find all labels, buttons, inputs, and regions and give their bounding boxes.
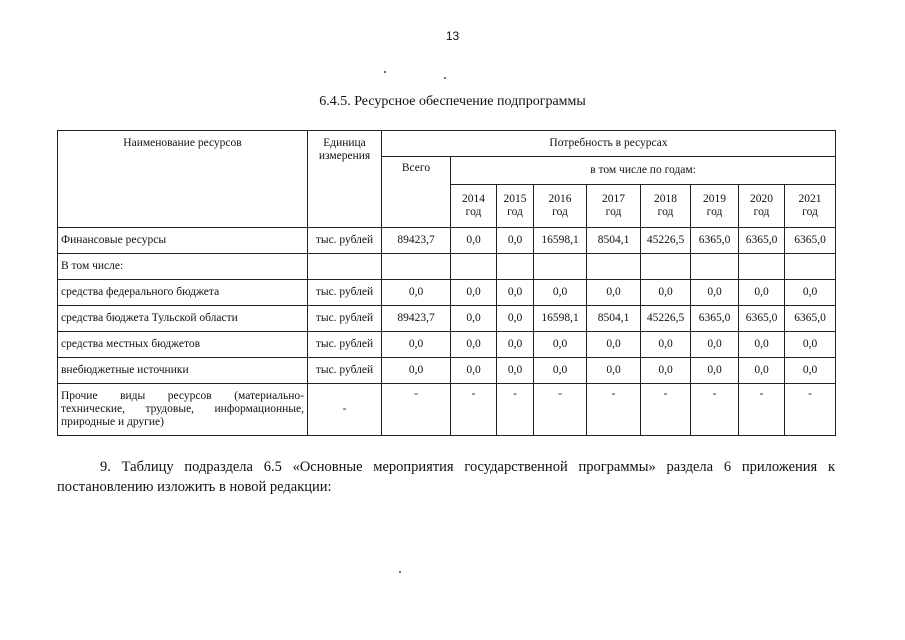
row-value-2018: 0,0: [641, 280, 691, 306]
row-total: 89423,7: [382, 306, 451, 332]
header-total: Всего: [382, 157, 451, 228]
header-year-2018: [641, 185, 691, 228]
header-year-2015: [497, 185, 534, 228]
row-value-2020: 0,0: [739, 280, 785, 306]
row-value-2020: 6365,0: [739, 228, 785, 254]
row-total: 89423,7: [382, 228, 451, 254]
page-number: 13: [445, 29, 460, 43]
year-number: 2014: [462, 192, 485, 205]
row-unit: [308, 254, 382, 280]
row-name: внебюджетные источники: [58, 358, 308, 384]
row-value-2015: 0,0: [497, 228, 534, 254]
header-need: Потребность в ресурсах: [382, 131, 836, 157]
row-value-2021: 6365,0: [785, 228, 836, 254]
row-value-2015: 0,0: [497, 306, 534, 332]
row-value-2017: 0,0: [587, 280, 641, 306]
year-number: 2020: [750, 192, 773, 205]
row-value-2014: [451, 254, 497, 280]
row-name: В том числе:: [58, 254, 308, 280]
row-value-2020: 0,0: [739, 358, 785, 384]
row-value-2019: 6365,0: [691, 306, 739, 332]
header-by-years: в том числе по годам:: [451, 157, 836, 185]
scan-speck: [384, 71, 386, 73]
table-row: [58, 358, 836, 384]
row-value-2020: [739, 254, 785, 280]
row-total: -: [382, 384, 451, 436]
row-value-2016: 16598,1: [534, 228, 587, 254]
table-row: [58, 384, 836, 436]
year-label: год: [552, 206, 568, 218]
row-value-2017: 0,0: [587, 358, 641, 384]
row-value-2014: 0,0: [451, 228, 497, 254]
row-value-2019: 6365,0: [691, 228, 739, 254]
year-label: год: [507, 206, 523, 218]
row-value-2019: [691, 254, 739, 280]
row-unit: тыс. рублей: [308, 306, 382, 332]
row-value-2014: 0,0: [451, 306, 497, 332]
row-unit: тыс. рублей: [308, 358, 382, 384]
table-row: [58, 332, 836, 358]
row-value-2017: 8504,1: [587, 306, 641, 332]
row-value-2019: 0,0: [691, 332, 739, 358]
year-number: 2017: [602, 192, 625, 205]
row-value-2015: 0,0: [497, 332, 534, 358]
row-value-2016: 16598,1: [534, 306, 587, 332]
year-number: 2021: [798, 192, 822, 205]
row-total: 0,0: [382, 358, 451, 384]
header-resource-name: Наименование ресурсов: [58, 131, 308, 228]
resource-table: [57, 130, 836, 436]
row-value-2021: 0,0: [785, 280, 836, 306]
row-value-2021: 0,0: [785, 332, 836, 358]
table-header-row: [58, 131, 836, 157]
scan-speck: [444, 77, 446, 79]
row-value-2020: -: [739, 384, 785, 436]
row-value-2019: 0,0: [691, 280, 739, 306]
year-label: год: [753, 206, 770, 218]
table-row: [58, 306, 836, 332]
row-value-2016: 0,0: [534, 332, 587, 358]
year-label: год: [706, 206, 723, 218]
row-value-2018: -: [641, 384, 691, 436]
year-label: год: [802, 206, 818, 218]
header-year-2020: [739, 185, 785, 228]
row-value-2015: [497, 254, 534, 280]
row-value-2019: 0,0: [691, 358, 739, 384]
row-value-2015: -: [497, 384, 534, 436]
table-row: [58, 254, 836, 280]
header-year-2016: [534, 185, 587, 228]
header-year-2017: [587, 185, 641, 228]
row-unit: тыс. рублей: [308, 228, 382, 254]
year-number: 2015: [503, 192, 527, 205]
row-value-2018: 0,0: [641, 332, 691, 358]
header-year-2014: [451, 185, 497, 228]
row-name: средства местных бюджетов: [58, 332, 308, 358]
table-row: [58, 280, 836, 306]
row-unit: тыс. рублей: [308, 280, 382, 306]
row-value-2017: -: [587, 384, 641, 436]
scan-speck: [399, 571, 401, 573]
row-value-2021: 0,0: [785, 358, 836, 384]
year-label: год: [465, 206, 482, 218]
year-label: год: [657, 206, 674, 218]
row-value-2016: 0,0: [534, 358, 587, 384]
row-total: 0,0: [382, 332, 451, 358]
row-value-2016: [534, 254, 587, 280]
row-value-2014: 0,0: [451, 358, 497, 384]
row-value-2014: 0,0: [451, 332, 497, 358]
row-value-2015: 0,0: [497, 358, 534, 384]
row-name: Прочие виды ресурсов (материально-технические, трудовые, информационные, природные и другие): [58, 384, 308, 436]
row-value-2021: [785, 254, 836, 280]
row-name: Финансовые ресурсы: [58, 228, 308, 254]
row-value-2021: 6365,0: [785, 306, 836, 332]
table-row: [58, 228, 836, 254]
row-value-2018: 45226,5: [641, 228, 691, 254]
row-name: средства федерального бюджета: [58, 280, 308, 306]
row-value-2018: 45226,5: [641, 306, 691, 332]
row-value-2017: 0,0: [587, 332, 641, 358]
row-value-2021: -: [785, 384, 836, 436]
row-value-2014: 0,0: [451, 280, 497, 306]
row-value-2014: -: [451, 384, 497, 436]
year-number: 2016: [548, 192, 572, 205]
row-value-2015: 0,0: [497, 280, 534, 306]
year-number: 2019: [703, 192, 726, 205]
header-unit: Единица измерения: [308, 131, 382, 228]
row-unit: тыс. рублей: [308, 332, 382, 358]
row-value-2017: [587, 254, 641, 280]
year-label: год: [605, 206, 622, 218]
row-value-2020: 0,0: [739, 332, 785, 358]
row-value-2017: 8504,1: [587, 228, 641, 254]
row-total: 0,0: [382, 280, 451, 306]
row-value-2020: 6365,0: [739, 306, 785, 332]
row-value-2018: [641, 254, 691, 280]
year-number: 2018: [654, 192, 677, 205]
row-value-2019: -: [691, 384, 739, 436]
row-value-2016: 0,0: [534, 280, 587, 306]
section-title: 6.4.5. Ресурсное обеспечение подпрограммы: [319, 94, 586, 109]
body-paragraph: 9. Таблицу подраздела 6.5 «Основные мероприятия государственной программы» раздела 6 приложения к постановлению изложить в новой редакции:: [57, 459, 835, 495]
header-year-2019: [691, 185, 739, 228]
row-unit: -: [308, 384, 382, 436]
row-value-2018: 0,0: [641, 358, 691, 384]
row-name: средства бюджета Тульской области: [58, 306, 308, 332]
header-year-2021: [785, 185, 836, 228]
row-total: [382, 254, 451, 280]
row-value-2016: -: [534, 384, 587, 436]
